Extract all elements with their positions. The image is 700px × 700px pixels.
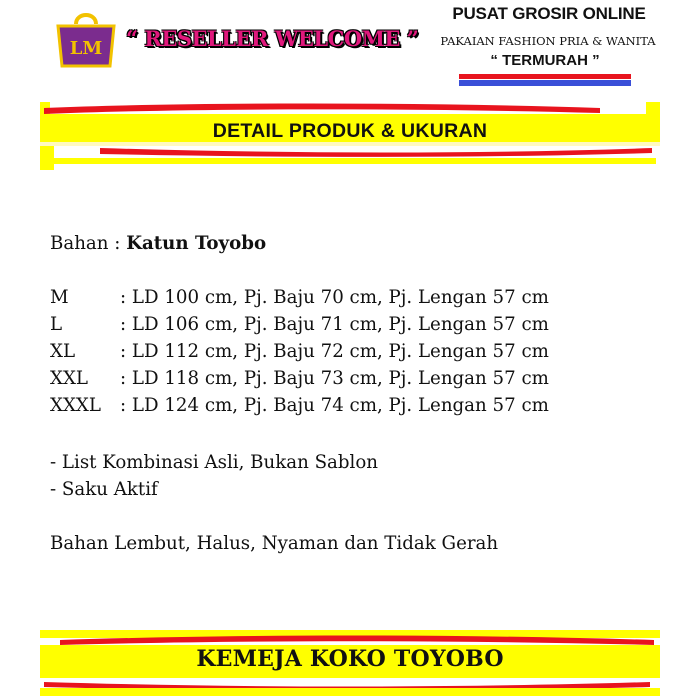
section-title: DETAIL PRODUK & UKURAN xyxy=(212,120,488,142)
size-name: XXXL xyxy=(50,395,101,416)
logo-text: LM xyxy=(69,38,103,59)
material-description: Bahan Lembut, Halus, Nyaman dan Tidak Gerah xyxy=(50,533,499,554)
size-detail: : LD 118 cm, Pj. Baju 73 cm, Pj. Lengan 57 cm xyxy=(120,368,549,389)
material-value: Katun Toyobo xyxy=(126,233,267,254)
feature-item: - List Kombinasi Asli, Bukan Sablon xyxy=(50,452,379,473)
size-name: M xyxy=(50,287,69,308)
tagline-underline xyxy=(459,72,631,90)
shop-subtitle: PAKAIAN FASHION PRIA & WANITA xyxy=(440,34,656,48)
size-detail: : LD 112 cm, Pj. Baju 72 cm, Pj. Lengan 57 cm xyxy=(120,341,549,362)
feature-item: - Saku Aktif xyxy=(50,479,158,500)
material-line xyxy=(50,233,266,254)
product-title: KEMEJA KOKO TOYOBO xyxy=(196,646,504,672)
shopping-bag-logo-icon xyxy=(52,2,120,70)
shop-tagline: “ TERMURAH ” xyxy=(490,52,600,69)
material-label: Bahan : xyxy=(50,233,121,254)
reseller-welcome-text: “ RESELLER WELCOME ” xyxy=(126,26,419,51)
shop-title: PUSAT GROSIR ONLINE xyxy=(452,4,646,23)
size-detail: : LD 100 cm, Pj. Baju 70 cm, Pj. Lengan 57 cm xyxy=(120,287,549,308)
size-detail: : LD 124 cm, Pj. Baju 74 cm, Pj. Lengan 57 cm xyxy=(120,395,549,416)
size-name: XXL xyxy=(50,368,88,389)
size-name: XL xyxy=(50,341,76,362)
size-name: L xyxy=(50,314,63,335)
size-detail: : LD 106 cm, Pj. Baju 71 cm, Pj. Lengan 57 cm xyxy=(120,314,549,335)
